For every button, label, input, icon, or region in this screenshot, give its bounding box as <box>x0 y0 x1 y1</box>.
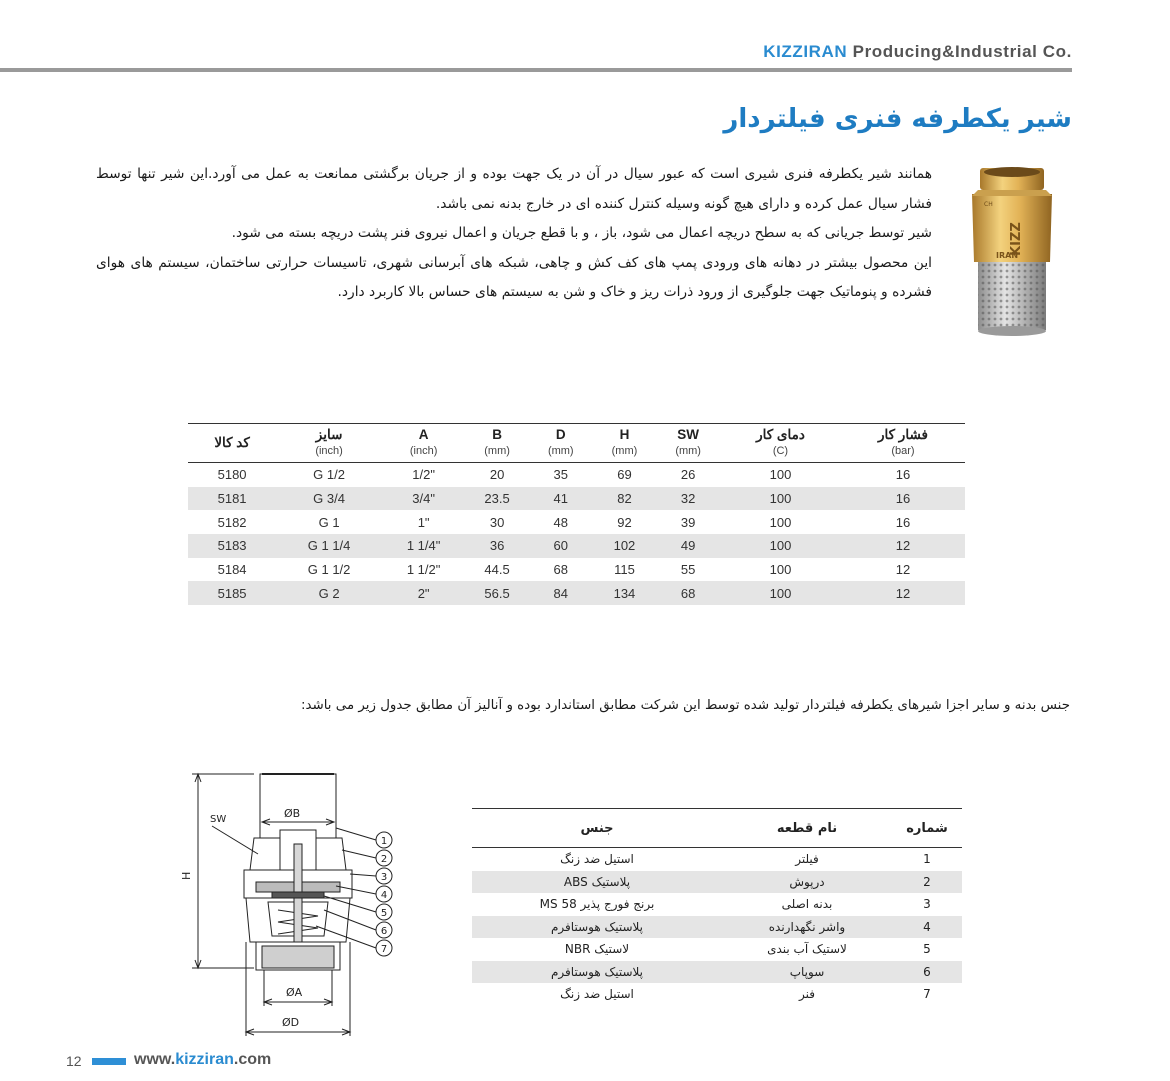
valve-cross-section-diagram <box>176 770 412 1042</box>
product-image <box>962 166 1062 342</box>
table-cell: 115 <box>614 562 635 578</box>
table-cell: استیل ضد زنگ <box>560 987 634 1002</box>
table-cell: 48 <box>553 514 568 530</box>
table-cell: 69 <box>617 467 632 483</box>
table-cell: 16 <box>895 514 911 530</box>
footer-accent-bar <box>92 1058 126 1065</box>
table-cell: 5183 <box>188 534 276 558</box>
table-cell: 84 <box>529 581 593 605</box>
spec-col-sw-label: SW <box>677 427 700 442</box>
website-suffix: .com <box>233 1051 272 1068</box>
table-row <box>472 961 962 984</box>
table-cell: 32 <box>656 487 720 511</box>
table-cell: 16 <box>895 467 911 483</box>
parts-table-header-row <box>472 809 962 848</box>
table-cell: 5185 <box>188 581 276 605</box>
table-cell: 6 <box>892 961 962 984</box>
spec-col-a-label: A <box>418 427 429 442</box>
spec-col-sw-unit: (mm) <box>675 445 701 457</box>
table-cell: 12 <box>895 562 911 578</box>
callout-4: 4 <box>380 890 388 901</box>
product-mark-kizz: KIZZ <box>1009 222 1024 256</box>
table-cell: برنج فورج پذیر MS 58 <box>539 897 655 912</box>
table-cell: 100 <box>720 581 841 605</box>
table-cell: 49 <box>656 534 720 558</box>
table-row <box>188 487 965 511</box>
table-row <box>472 848 962 871</box>
table-cell: بدنه اصلی <box>781 897 833 912</box>
table-cell: G 1 1/2 <box>307 562 351 578</box>
table-cell: 100 <box>769 562 792 578</box>
table-cell: 44.5 <box>484 562 510 578</box>
spec-col-pressure <box>841 424 965 463</box>
table-cell: 55 <box>680 562 696 578</box>
table-cell: 1 <box>923 852 931 867</box>
table-cell: لاستیک NBR <box>564 942 630 957</box>
table-cell: 1 1/4" <box>382 534 465 558</box>
parts-col-part-name: نام قطعه <box>722 809 892 848</box>
table-row <box>188 510 965 534</box>
spec-col-h-label: H <box>619 427 630 442</box>
table-cell: 1" <box>417 514 430 530</box>
table-cell: 1/2" <box>412 467 435 483</box>
table-cell: 68 <box>553 562 568 578</box>
website-link[interactable] <box>134 1051 271 1069</box>
table-cell: 12 <box>841 581 965 605</box>
spec-col-temp <box>720 424 841 463</box>
table-cell: 7 <box>923 987 931 1002</box>
spec-col-sw <box>656 424 720 463</box>
table-cell: 4 <box>892 916 962 939</box>
table-row <box>188 534 965 558</box>
table-cell: 1 1/2" <box>406 562 441 578</box>
table-row <box>188 558 965 582</box>
table-cell: 20 <box>489 467 505 483</box>
spec-col-b-label: B <box>492 427 502 442</box>
table-cell: 2 <box>892 871 962 894</box>
table-cell: G 1 1/4 <box>276 534 382 558</box>
spec-col-size-label: سایز <box>315 427 343 442</box>
intro-line-1: همانند شیر یکطرفه فنری شیری است که عبور سیال در آن در یک جهت بوده و از جریان برگشتی ممانعت به عمل می آورد.این شیر تنها توسط فشار سیال عمل کرده و دارای هیچ گونه وسیله کنترل کننده ای در خارج بدنه نمی باشد. <box>96 166 932 212</box>
table-cell: 92 <box>617 514 632 530</box>
table-cell: G 1/2 <box>313 467 345 483</box>
website-brand: kizziran <box>175 1051 234 1068</box>
table-cell: 100 <box>720 487 841 511</box>
table-cell: 5182 <box>217 514 247 530</box>
table-cell: 35 <box>553 467 568 483</box>
table-cell: سوپاپ <box>722 961 892 984</box>
website-prefix: www. <box>134 1051 176 1068</box>
table-cell: 12 <box>841 534 965 558</box>
table-cell: 39 <box>680 514 696 530</box>
table-cell: 41 <box>529 487 593 511</box>
spec-col-code <box>188 424 276 463</box>
table-cell: 100 <box>769 467 792 483</box>
table-cell: 36 <box>465 534 529 558</box>
table-cell: 100 <box>720 534 841 558</box>
spec-col-code-label: کد کالا <box>214 435 250 450</box>
spec-col-b <box>465 424 529 463</box>
table-cell: پلاستیک هوستافرم <box>472 961 722 984</box>
table-row <box>472 916 962 939</box>
table-row <box>472 893 962 916</box>
table-row <box>472 983 962 1006</box>
table-cell: 5180 <box>217 467 247 483</box>
dim-label-sw: SW <box>210 814 227 825</box>
table-cell: استیل ضد زنگ <box>560 852 634 867</box>
spec-col-temp-label: دمای کار <box>756 427 805 442</box>
page-title: شیر یکطرفه فنری فیلتردار <box>723 104 1072 134</box>
company-name: Producing&Industrial Co. <box>852 42 1072 61</box>
callout-5: 5 <box>380 908 388 919</box>
brand-name: KIZZIRAN <box>763 42 848 61</box>
header-rule <box>0 68 1072 72</box>
spec-col-a-unit: (inch) <box>409 445 438 457</box>
table-cell: واشر نگهدارنده <box>722 916 892 939</box>
table-cell: 16 <box>841 487 965 511</box>
table-row <box>188 463 965 487</box>
table-cell: درپوش <box>722 871 892 894</box>
table-cell: 56.5 <box>465 581 529 605</box>
table-cell: 26 <box>680 467 696 483</box>
table-row <box>188 581 965 605</box>
dim-label-d: ØD <box>282 1016 300 1029</box>
intro-line-2: شیر توسط جریانی که به سطح دریچه اعمال می شود، باز ، و با قطع جریان و اعمال نیروی فنر پشت دریچه بسته می شود. <box>231 225 932 241</box>
table-cell: 30 <box>489 514 505 530</box>
intro-paragraph <box>96 160 932 308</box>
table-cell: 82 <box>593 487 657 511</box>
company-header <box>763 42 1072 62</box>
table-cell: فیلتر <box>795 852 819 867</box>
table-cell: 100 <box>769 514 792 530</box>
dim-label-a: ØA <box>286 986 303 999</box>
table-cell: 60 <box>529 534 593 558</box>
table-cell: G 2 <box>276 581 382 605</box>
spec-col-a <box>382 424 465 463</box>
dim-label-h: H <box>180 871 193 880</box>
spec-col-size-unit: (inch) <box>315 445 343 457</box>
parts-col-material: جنس <box>472 809 722 848</box>
spec-col-b-unit: (mm) <box>484 445 510 457</box>
parts-materials-table <box>472 808 962 1006</box>
callout-1: 1 <box>380 836 388 847</box>
page-number: 12 <box>66 1053 82 1069</box>
materials-note: جنس بدنه و سایر اجزا شیرهای یکطرفه فیلتردار تولید شده توسط این شرکت مطابق استاندارد بوده و آنالیز آن مطابق جدول زیر می باشد: <box>300 698 1070 713</box>
spec-col-pressure-label: فشار کار <box>878 427 928 442</box>
spec-col-d <box>529 424 593 463</box>
table-cell: 5184 <box>217 562 247 578</box>
table-cell: G 1 <box>318 514 340 530</box>
product-mark-iran: IRAN <box>996 251 1019 260</box>
spec-col-d-label: D <box>555 427 566 442</box>
dim-label-b: ØB <box>284 807 301 820</box>
table-cell: پلاستیک هوستافرم <box>472 916 722 939</box>
table-cell: 5 <box>923 942 931 957</box>
table-cell: فنر <box>799 987 815 1002</box>
product-mark-ch: CH <box>984 201 993 208</box>
table-cell: 23.5 <box>465 487 529 511</box>
spec-col-h-unit: (mm) <box>611 445 638 457</box>
table-row <box>472 871 962 894</box>
spec-col-d-unit: (mm) <box>547 445 574 457</box>
table-cell: لاستیک آب بندی <box>767 942 847 957</box>
callout-2: 2 <box>380 854 388 865</box>
table-cell: 3 <box>923 897 931 912</box>
table-row <box>472 938 962 961</box>
parts-col-number: شماره <box>892 809 962 848</box>
callout-3: 3 <box>380 872 388 883</box>
table-cell: 3/4" <box>382 487 465 511</box>
table-cell: پلاستیک ABS <box>472 871 722 894</box>
callout-6: 6 <box>380 926 388 937</box>
table-cell: 2" <box>382 581 465 605</box>
spec-col-temp-unit: (C) <box>772 445 789 457</box>
callout-7: 7 <box>380 944 388 955</box>
spec-col-size <box>276 424 382 463</box>
spec-col-h <box>593 424 657 463</box>
table-cell: 134 <box>593 581 657 605</box>
table-cell: 102 <box>593 534 657 558</box>
intro-line-3: این محصول بیشتر در دهانه های ورودی پمپ های کف کش و چاهی، شبکه های آبرسانی شهری، تاسیسات حرارتی ساختمان، سیستم های هوای فشرده و پنوماتیک جهت جلوگیری از ورود ذرات ریز و خاک و شن به سیستم های حساس بالا کاربرد دارد. <box>96 254 932 300</box>
spec-table <box>188 423 965 605</box>
table-cell: G 3/4 <box>276 487 382 511</box>
table-cell: 5181 <box>188 487 276 511</box>
spec-col-pressure-unit: (bar) <box>891 445 915 457</box>
spec-table-header-row <box>188 424 965 463</box>
table-cell: 68 <box>656 581 720 605</box>
